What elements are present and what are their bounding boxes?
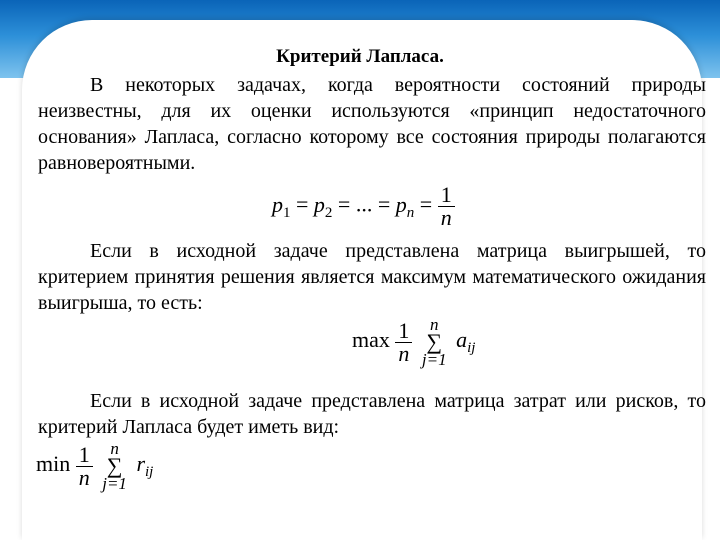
sum-symbol: n ∑ j=1 bbox=[102, 439, 127, 493]
formula-max-expectation bbox=[352, 316, 475, 368]
p2-symbol: $p_2$ bbox=[313, 191, 333, 221]
max-operator: max bbox=[352, 327, 390, 353]
p1-symbol: $p_1$ bbox=[272, 191, 291, 221]
formula-equal-probabilities bbox=[272, 184, 455, 234]
payoff-term: $a_{ij}$ bbox=[456, 327, 476, 357]
paragraph-2: Если в исходной задаче представлена матрица выигрышей, то критерием принятия решения является максимум математического ожидания выигрыша, то есть: bbox=[38, 240, 706, 314]
equals-sign: = bbox=[296, 191, 309, 217]
paragraph-1: В некоторых задачах, когда вероятности состояний природы неизвестны, для их оценки используются «принцип недостаточного основания» Лапласа, согласно которому все состояния природы полагаются равновероятными. bbox=[38, 74, 706, 174]
pn-symbol: $p_n$ bbox=[395, 191, 415, 221]
equals-sign: = bbox=[419, 191, 433, 217]
risk-term: $r_{ij}$ bbox=[136, 451, 154, 481]
slide-title: Критерий Лапласа. bbox=[276, 46, 444, 67]
paragraph-3: Если в исходной задаче представлена матрица затрат или рисков, то критерий Лапласа будет иметь вид: bbox=[38, 390, 706, 438]
min-operator: min bbox=[36, 451, 71, 477]
fraction-one-over-n: $\frac{1}{n}$ bbox=[76, 444, 93, 489]
formula-min-risk bbox=[36, 440, 153, 492]
ellipsis: ... bbox=[355, 191, 373, 217]
equals-sign: = bbox=[377, 191, 391, 217]
sum-symbol: n ∑ j=1 bbox=[421, 315, 447, 369]
fraction-one-over-n: $\frac{1}{n}$ bbox=[438, 184, 455, 229]
equals-sign: = bbox=[337, 191, 351, 217]
fraction-one-over-n: $\frac{1}{n}$ bbox=[395, 320, 412, 365]
